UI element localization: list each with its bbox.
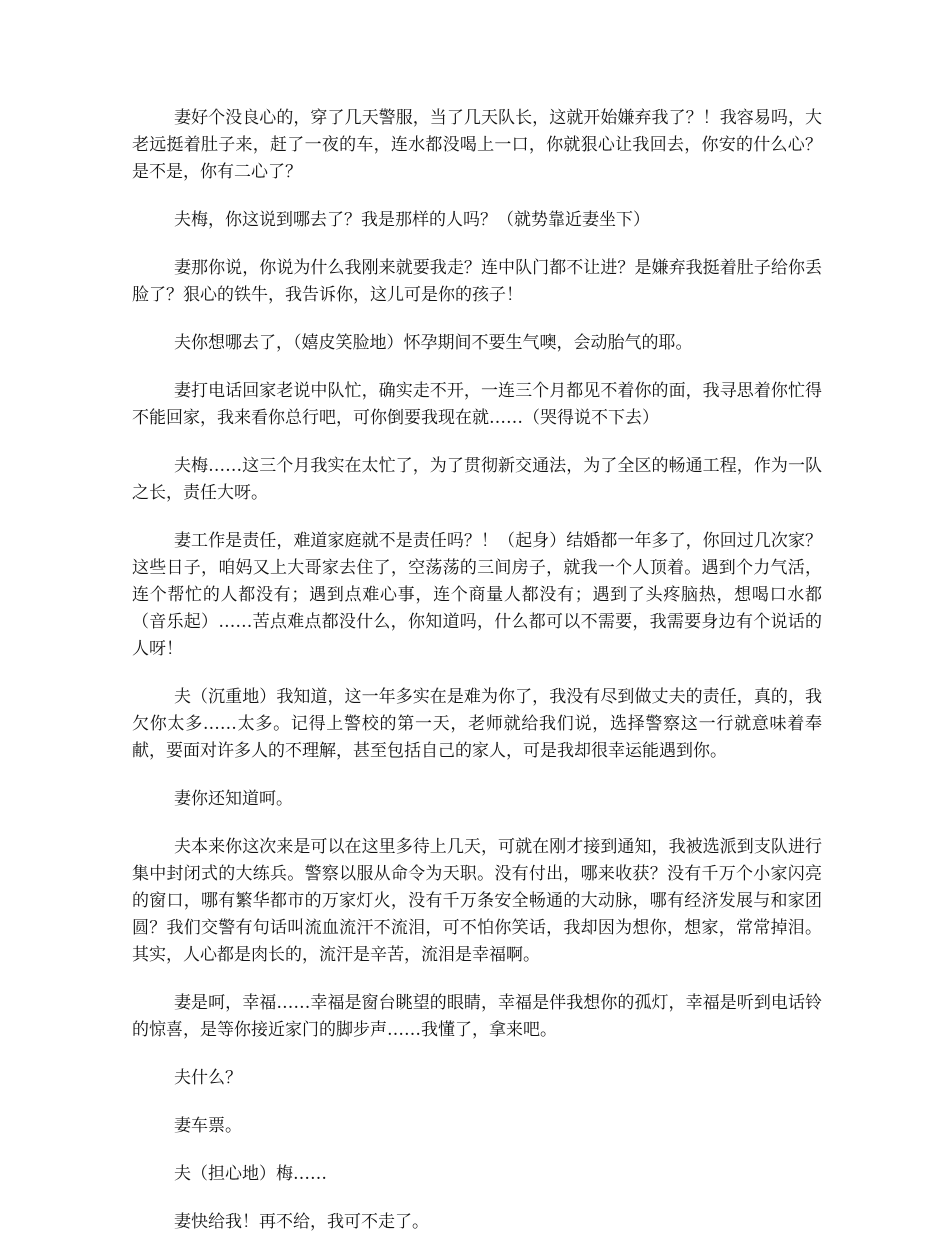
- dialogue-paragraph: 妻你还知道呵。: [174, 789, 293, 809]
- dialogue-paragraph: 夫梅……这三个月我实在太忙了，为了贯彻新交通法，为了全区的畅通工程，作为一队之长，责任大呀。: [132, 456, 822, 503]
- dialogue-paragraph: 妻打电话回家老说中队忙，确实走不开，一连三个月都见不着你的面，我寻思着你忙得不能回家，我来看你总行吧，可你倒要我现在就……（哭得说不下去）: [132, 381, 822, 428]
- dialogue-paragraph: 夫你想哪去了，（嬉皮笑脸地）怀孕期间不要生气噢，会动胎气的耶。: [174, 333, 693, 353]
- dialogue-paragraph: 妻好个没良心的，穿了几天警服，当了几天队长，这就开始嫌弃我了？！我容易吗，大老远挺着肚子来，赶了一夜的车，连水都没喝上一口，你就狠心让我回去，你安的什么心？是不是，你有二心了？: [132, 108, 822, 182]
- dialogue-paragraph: 妻那你说，你说为什么我刚来就要我走？连中队门都不让进？是嫌弃我挺着肚子给你丢脸了？狠心的铁牛，我告诉你，这儿可是你的孩子！: [132, 258, 822, 305]
- document-body: [132, 105, 822, 1257]
- dialogue-paragraph: 妻是呵，幸福……幸福是窗台眺望的眼睛，幸福是伴我想你的孤灯，幸福是听到电话铃的惊喜，是等你接近家门的脚步声……我懂了，拿来吧。: [132, 993, 822, 1040]
- dialogue-paragraph: 夫（沉重地）我知道，这一年多实在是难为你了，我没有尽到做丈夫的责任，真的，我欠你太多……太多。记得上警校的第一天，老师就给我们说，选择警察这一行就意味着奉献，要面对许多人的不理解，甚至包括自己的家人，可是我却很幸运能遇到你。: [132, 687, 822, 761]
- dialogue-paragraph: 夫本来你这次来是可以在这里多待上几天，可就在刚才接到通知，我被选派到支队进行集中封闭式的大练兵。警察以服从命令为天职。没有付出，哪来收获？没有千万个小家闪亮的窗口，哪有繁华都市的万家灯火，没有千万条安全畅通的大动脉，哪有经济发展与和家团圆？我们交警有句话叫流血流汗不流泪，可不怕你笑话，我却因为想你，想家，常常掉泪。其实，人心都是肉长的，流汗是辛苦，流泪是幸福啊。: [132, 837, 822, 965]
- dialogue-paragraph: 夫什么？: [174, 1068, 242, 1088]
- dialogue-paragraph: 妻快给我！再不给，我可不走了。: [174, 1212, 429, 1232]
- dialogue-paragraph: 夫梅，你这说到哪去了？我是那样的人吗？（就势靠近妻坐下）: [174, 210, 650, 230]
- dialogue-paragraph: 夫（担心地）梅……: [174, 1164, 327, 1184]
- dialogue-paragraph: 妻车票。: [174, 1116, 242, 1136]
- dialogue-paragraph: 妻工作是责任，难道家庭就不是责任吗？！（起身）结婚都一年多了，你回过几次家？这些日子，咱妈又上大哥家去住了，空荡荡的三间房子，就我一个人顶着。遇到个力气活，连个帮忙的人都没有；遇到点难心事，连个商量人都没有；遇到了头疼脑热，想喝口水都（音乐起）……苦点难点都没什么，你知道吗，什么都可以不需要，我需要身边有个说话的人呀！: [132, 531, 822, 659]
